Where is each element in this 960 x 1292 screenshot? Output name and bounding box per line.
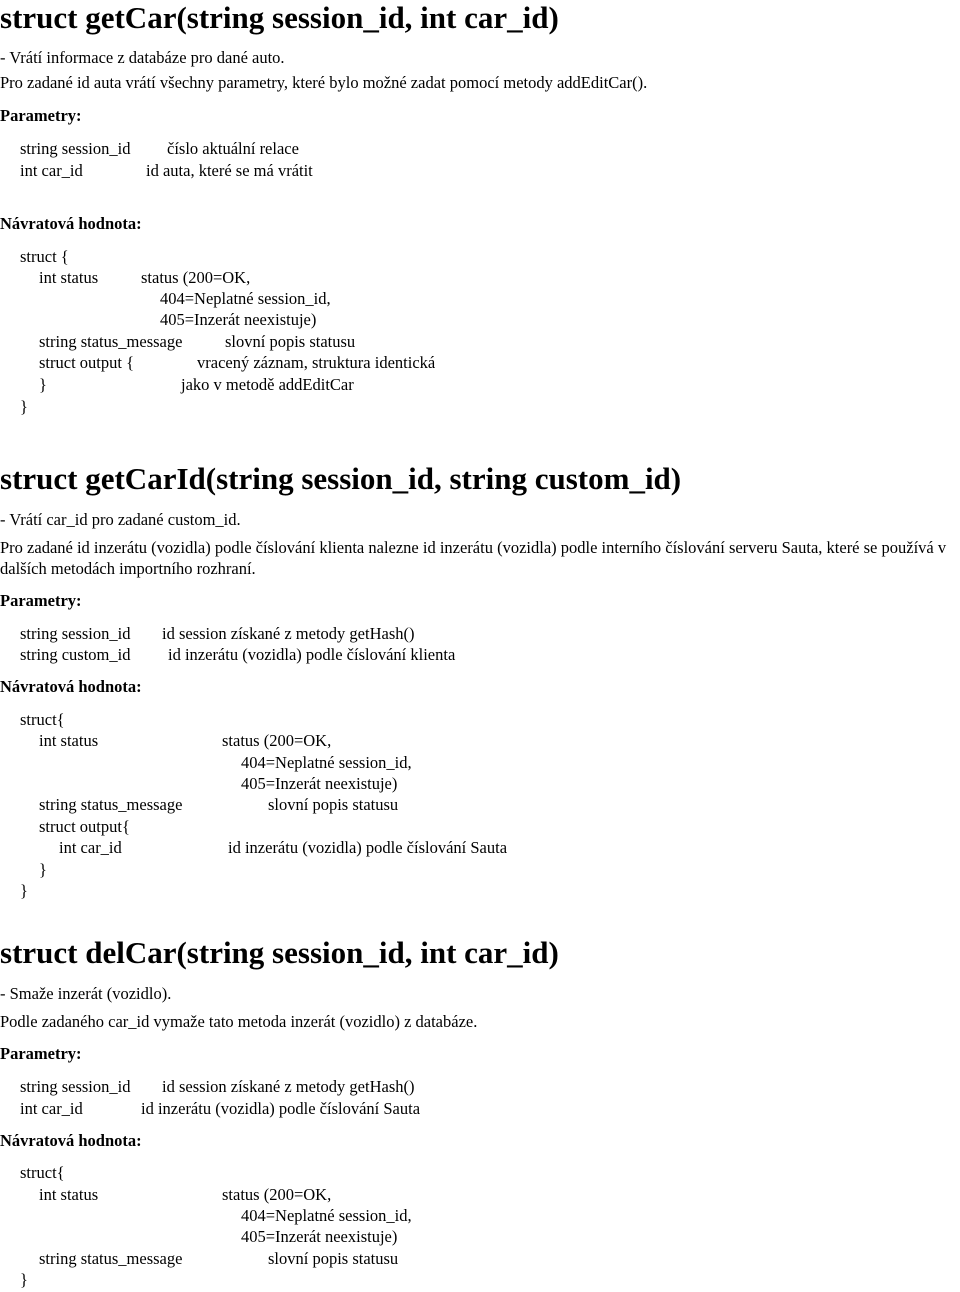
- return-line: slovní popis statusu: [225, 332, 356, 351]
- return-line: status (200=OK,: [141, 268, 251, 287]
- param-desc: id auta, které se má vrátit: [146, 161, 313, 180]
- param-name: string custom_id: [20, 645, 131, 664]
- return-line: }: [39, 375, 47, 394]
- return-line: }: [20, 1270, 28, 1289]
- return-line: 405=Inzerát neexistuje): [160, 310, 317, 329]
- method-description: Pro zadané id inzerátu (vozidla) podle číslování klienta nalezne id inzerátu (vozidla) podle interního číslování serveru Sauta, které se používá v dalších metodách importního rozhraní.: [0, 538, 947, 578]
- params-label: Parametry:: [0, 1044, 82, 1063]
- return-line: string status_message: [39, 332, 183, 351]
- param-name: string session_id: [20, 139, 131, 158]
- return-line: struct{: [20, 710, 65, 729]
- return-line: 405=Inzerát neexistuje): [241, 774, 398, 793]
- return-line: status (200=OK,: [222, 731, 332, 750]
- return-line: int status: [39, 268, 99, 287]
- return-label: Návratová hodnota:: [0, 1131, 142, 1150]
- method-title-getcar: struct getCar(string session_id, int car_id): [0, 0, 559, 35]
- param-name: string session_id: [20, 1077, 131, 1096]
- return-line: struct output {: [39, 353, 134, 372]
- return-line: struct {: [20, 247, 69, 266]
- return-line: string status_message: [39, 1249, 183, 1268]
- return-line: struct{: [20, 1163, 65, 1182]
- return-line: string status_message: [39, 795, 183, 814]
- return-line: 404=Neplatné session_id,: [160, 289, 331, 308]
- params-label: Parametry:: [0, 591, 82, 610]
- return-line: slovní popis statusu: [268, 795, 399, 814]
- param-name: int car_id: [20, 161, 83, 180]
- return-line: int status: [39, 731, 99, 750]
- return-line: struct output{: [39, 817, 130, 836]
- return-line: 405=Inzerát neexistuje): [241, 1227, 398, 1246]
- method-short-desc: - Smaže inzerát (vozidlo).: [0, 984, 172, 1003]
- param-desc: id inzerátu (vozidla) podle číslování Sauta: [141, 1099, 421, 1118]
- method-short-desc: - Vrátí car_id pro zadané custom_id.: [0, 510, 241, 529]
- return-line: int status: [39, 1185, 99, 1204]
- return-line: }: [20, 397, 28, 416]
- params-label: Parametry:: [0, 106, 82, 125]
- return-line: jako v metodě addEditCar: [181, 375, 354, 394]
- method-description: Podle zadaného car_id vymaže tato metoda inzerát (vozidlo) z databáze.: [0, 1012, 478, 1031]
- param-desc: id inzerátu (vozidla) podle číslování klienta: [168, 645, 456, 664]
- return-line: }: [39, 860, 47, 879]
- return-line: vracený záznam, struktura identická: [197, 353, 436, 372]
- return-line: }: [20, 881, 28, 900]
- return-line: 404=Neplatné session_id,: [241, 753, 412, 772]
- return-line: status (200=OK,: [222, 1185, 332, 1204]
- return-label: Návratová hodnota:: [0, 214, 142, 233]
- param-desc: id session získané z metody getHash(): [162, 1077, 415, 1096]
- param-name: string session_id: [20, 624, 131, 643]
- return-line: 404=Neplatné session_id,: [241, 1206, 412, 1225]
- method-short-desc: - Vrátí informace z databáze pro dané auto.: [0, 48, 285, 67]
- return-line: slovní popis statusu: [268, 1249, 399, 1268]
- method-description: Pro zadané id auta vrátí všechny parametry, které bylo možné zadat pomocí metody addEditCar().: [0, 73, 648, 92]
- method-title-getcarid: struct getCarId(string session_id, string custom_id): [0, 461, 682, 496]
- param-desc: číslo aktuální relace: [167, 139, 299, 158]
- param-name: int car_id: [20, 1099, 83, 1118]
- return-label: Návratová hodnota:: [0, 677, 142, 696]
- return-line: id inzerátu (vozidla) podle číslování Sauta: [228, 838, 508, 857]
- return-line: int car_id: [59, 838, 122, 857]
- param-desc: id session získané z metody getHash(): [162, 624, 415, 643]
- method-title-delcar: struct delCar(string session_id, int car_id): [0, 935, 559, 970]
